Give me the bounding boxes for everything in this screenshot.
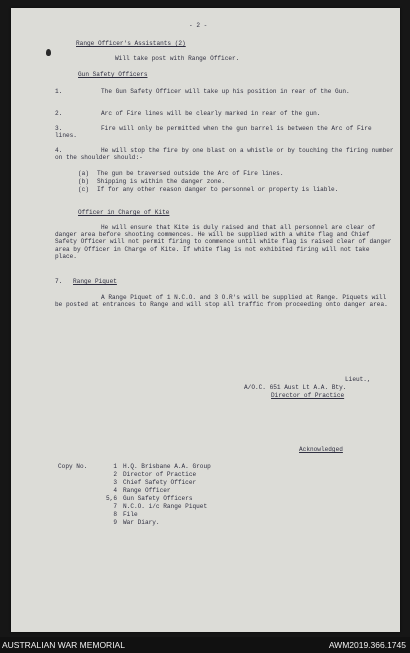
copy-number: 1 (113, 463, 117, 470)
gun-safety-item-num-4: 4. (55, 147, 63, 154)
subitem-letter-a: (a) (78, 170, 89, 177)
signature-rank: Lieut., (345, 376, 371, 383)
copy-number: 3 (113, 479, 117, 486)
signature-role: Director of Practice (271, 392, 345, 399)
picquet-text: A Range Piquet of 1 N.C.O. and 3 O.R's will be supplied at Range. Piquets will be posted at entrances to Range and will stop all traffic from proceeding onto danger area. (55, 294, 388, 309)
copy-recipient: H.Q. Brisbane A.A. Group (123, 463, 211, 470)
copy-recipient: War Diary. (123, 519, 160, 526)
document-page (11, 8, 400, 632)
copy-recipient: Director of Practice (123, 471, 197, 478)
copy-number: 7 (113, 503, 117, 510)
assistants-text: Will take post with Range Officer. (115, 55, 240, 62)
gun-safety-item-num-2: 2. (55, 110, 63, 117)
assistants-heading: Range Officer's Assistants (2) (76, 40, 186, 47)
copy-number: 5,6 (106, 495, 117, 502)
signature-unit: A/O.C. 651 Aust Lt A.A. Bty. (244, 384, 347, 391)
copy-number: 4 (113, 487, 117, 494)
gun-safety-item-2: Arc of Fire lines will be clearly marked in rear of the gun. (101, 110, 321, 117)
gun-safety-item-3: Fire will only be permitted when the gun barrel is between the Arc of Fire lines. (55, 125, 372, 140)
subitem-letter-c: (c) (78, 186, 89, 193)
kite-heading: Officer in Charge of Kite (78, 209, 170, 216)
subitem-c: If for any other reason danger to personnel or property is liable. (97, 186, 339, 193)
subitem-b: Shipping is within the danger zone. (97, 178, 225, 185)
subitem-letter-b: (b) (78, 178, 89, 185)
gun-safety-heading: Gun Safety Officers (78, 71, 148, 78)
kite-text: He will ensure that Kite is duly raised and that all personnel are clear of danger area before shooting commences. He will be supplied with a white flag and Chief Safety Officer will not permit firing to commence until white flag is raised clear of danger area by Officer in Charge of Kite. If white flag is not exhibited firing will not take place. (55, 224, 392, 260)
footer-source: AUSTRALIAN WAR MEMORIAL (2, 640, 125, 650)
page-number: - 2 - (189, 22, 208, 29)
copy-number: 9 (113, 519, 117, 526)
copy-recipient: N.C.O. i/c Range Piquet (123, 503, 208, 510)
copy-number: 8 (113, 511, 117, 518)
gun-safety-item-num-3: 3. (55, 125, 63, 132)
punch-hole (46, 49, 51, 56)
subitem-a: The gun be traversed outside the Arc of Fire lines. (97, 170, 284, 177)
copy-recipient: File (123, 511, 138, 518)
copy-recipient: Chief Safety Officer (123, 479, 197, 486)
gun-safety-item-4: He will stop the fire by one blast on a whistle or by touching the firing number on the shoulder should:- (55, 147, 394, 162)
copy-number: 2 (113, 471, 117, 478)
acknowledged-label: Acknowledged (299, 446, 343, 453)
archive-footer (0, 637, 410, 653)
gun-safety-item-num-1: 1. (55, 88, 63, 95)
picquet-heading: Range Piquet (73, 278, 117, 285)
distribution-label: Copy No. (58, 463, 88, 470)
copy-recipient: Range Officer (123, 487, 171, 494)
footer-accession: AWM2019.366.1745 (328, 640, 406, 650)
gun-safety-item-1: The Gun Safety Officer will take up his position in rear of the Gun. (101, 88, 350, 95)
picquet-num: 7. (55, 278, 63, 285)
copy-recipient: Gun Safety Officers (123, 495, 193, 502)
